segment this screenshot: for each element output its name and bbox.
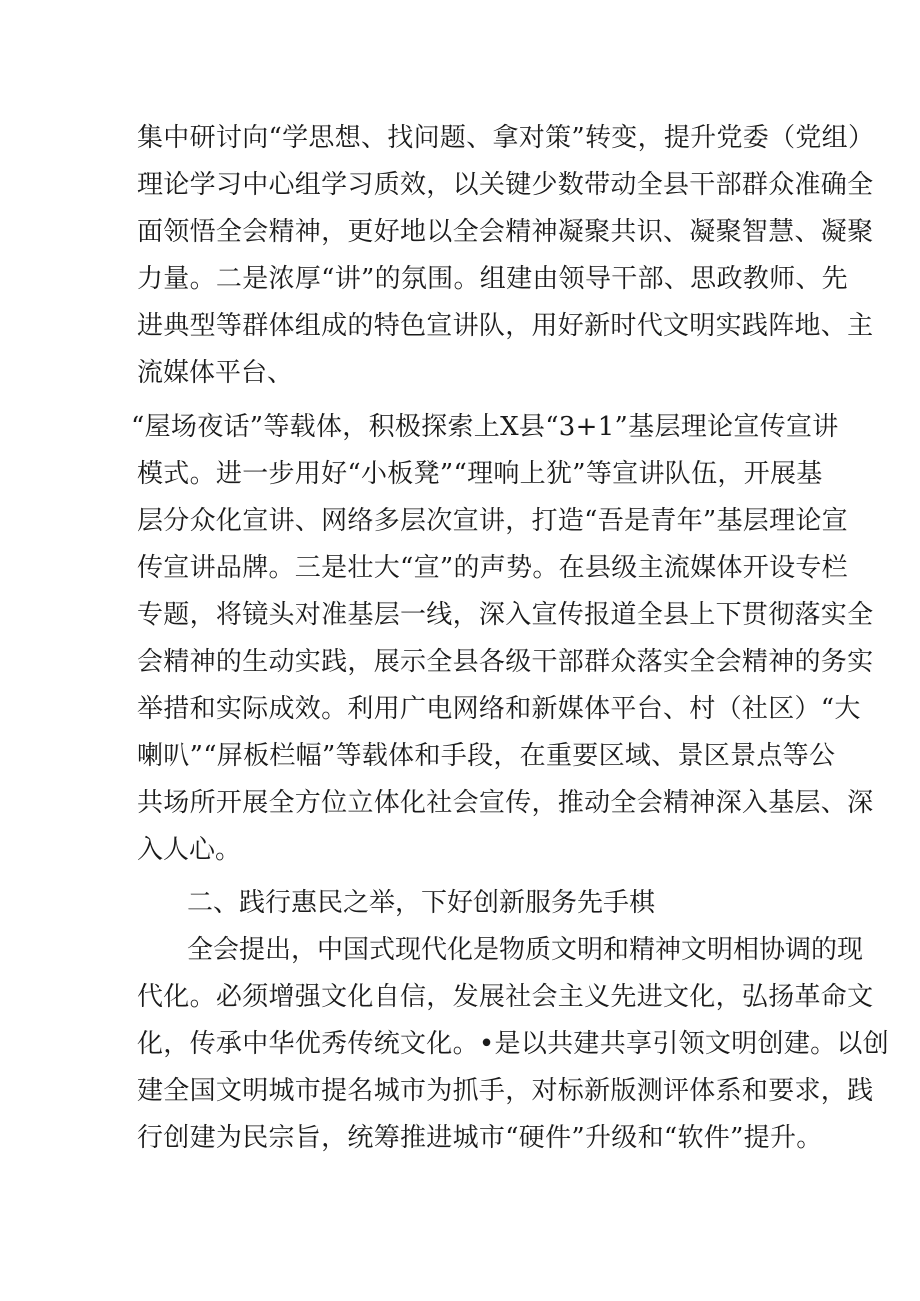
text-line: 进典型等群体组成的特色宣讲队，用好新时代文明实践阵地、主 <box>137 311 874 341</box>
text-line: 会精神的生动实践，展示全县各级干部群众落实全会精神的务实 <box>137 647 874 677</box>
text-line: “屋场夜话”等载体，积极探索上X县“3+1”基层理论宣传宣讲 <box>131 412 839 442</box>
text-line: 集中研讨向“学思想、找问题、拿对策”转变，提升党委（党组） <box>137 123 875 153</box>
text-line: 化，传承中华优秀传统文化。•是以共建共享引领文明创建。以创 <box>137 1029 890 1059</box>
text-line: 行创建为民宗旨，统筹推进城市“硬件”升级和“软件”提升。 <box>137 1123 823 1153</box>
text-line: 力量。二是浓厚“讲”的氛围。组建由领导干部、思政教师、先 <box>137 264 848 294</box>
text-line: 面领悟全会精神，更好地以全会精神凝聚共识、凝聚智慧、凝聚 <box>137 217 874 247</box>
paragraph-first-line: 全会提出，中国式现代化是物质文明和精神文明相协调的现 <box>187 935 864 965</box>
text-line: 理论学习中心组学习质效，以关键少数带动全县干部群众准确全 <box>137 170 874 200</box>
text-line: 喇叭”“屏板栏幅”等载体和手段，在重要区域、景区景点等公 <box>137 741 836 771</box>
text-line: 传宣讲品牌。三是壮大“宣”的声势。在县级主流媒体开设专栏 <box>137 553 848 583</box>
text-line: 流媒体平台、 <box>137 358 294 388</box>
text-line: 入人心。 <box>137 835 242 865</box>
text-line: 举措和实际成效。利用广电网络和新媒体平台、村（社区）“大 <box>137 694 861 724</box>
text-line: 层分众化宣讲、网络多层次宣讲，打造“吾是青年”基层理论宣 <box>137 506 848 536</box>
section-heading: 二、践行惠民之举，下好创新服务先手棋 <box>187 888 656 918</box>
text-line: 建全国文明城市提名城市为抓手，对标新版测评体系和要求，践 <box>137 1076 874 1106</box>
text-line: 共场所开展全方位立体化社会宣传，推动全会精神深入基层、深 <box>137 788 874 818</box>
text-line: 专题，将镜头对准基层一线，深入宣传报道全县上下贯彻落实全 <box>137 600 874 630</box>
text-line: 模式。进一步用好“小板凳”“理响上犹”等宣讲队伍，开展基 <box>137 459 823 489</box>
text-line: 代化。必须增强文化自信，发展社会主义先进文化，弘扬革命文 <box>137 982 874 1012</box>
